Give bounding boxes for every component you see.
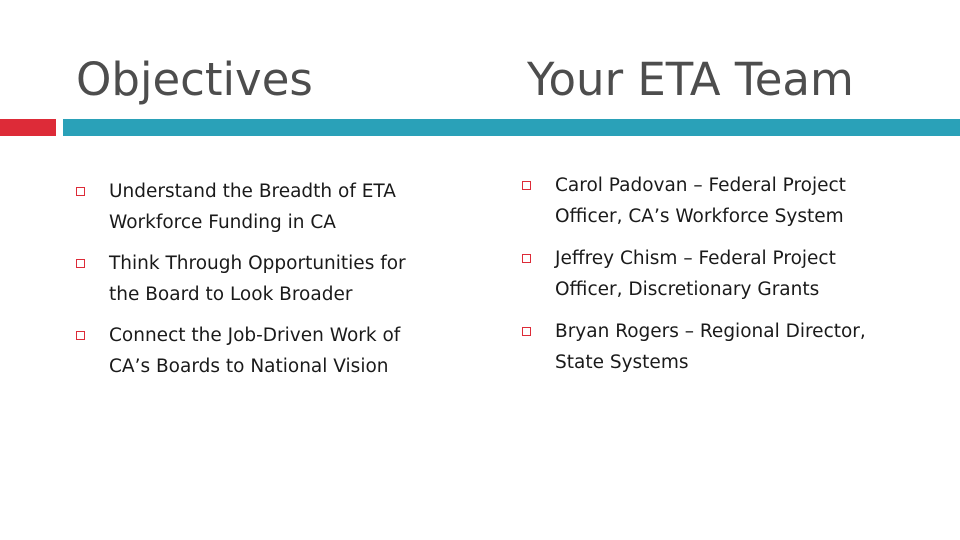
- objective-item: [76, 176, 476, 238]
- team-member-line: Jeffrey Chism – Federal Project: [555, 248, 836, 269]
- team-member-line: Officer, CA’s Workforce System: [555, 206, 844, 227]
- objective-item: [76, 248, 476, 310]
- teal-divider-bar: [63, 119, 960, 136]
- team-member-line: State Systems: [555, 352, 689, 373]
- team-member-line: Officer, Discretionary Grants: [555, 279, 820, 300]
- square-bullet-icon: [76, 187, 85, 196]
- square-bullet-icon: [76, 259, 85, 268]
- objectives-title: Objectives: [76, 53, 313, 106]
- objective-item: [76, 320, 476, 382]
- square-bullet-icon: [522, 327, 531, 336]
- team-member-line: Bryan Rogers – Regional Director,: [555, 321, 866, 342]
- square-bullet-icon: [522, 181, 531, 190]
- objective-line: Connect the Job-Driven Work of: [109, 325, 401, 346]
- objective-line: CA’s Boards to National Vision: [109, 356, 389, 377]
- objective-line: Workforce Funding in CA: [109, 212, 336, 233]
- team-member-item: [522, 316, 942, 378]
- square-bullet-icon: [522, 254, 531, 263]
- objective-line: Understand the Breadth of ETA: [109, 181, 396, 202]
- objective-line: the Board to Look Broader: [109, 284, 353, 305]
- team-list: [522, 170, 942, 389]
- team-member-item: [522, 243, 942, 305]
- team-member-item: [522, 170, 942, 232]
- eta-team-title: Your ETA Team: [527, 53, 854, 106]
- square-bullet-icon: [76, 331, 85, 340]
- red-accent-bar: [0, 119, 56, 136]
- objectives-list: [76, 176, 476, 392]
- objective-line: Think Through Opportunities for: [109, 253, 406, 274]
- team-member-line: Carol Padovan – Federal Project: [555, 175, 846, 196]
